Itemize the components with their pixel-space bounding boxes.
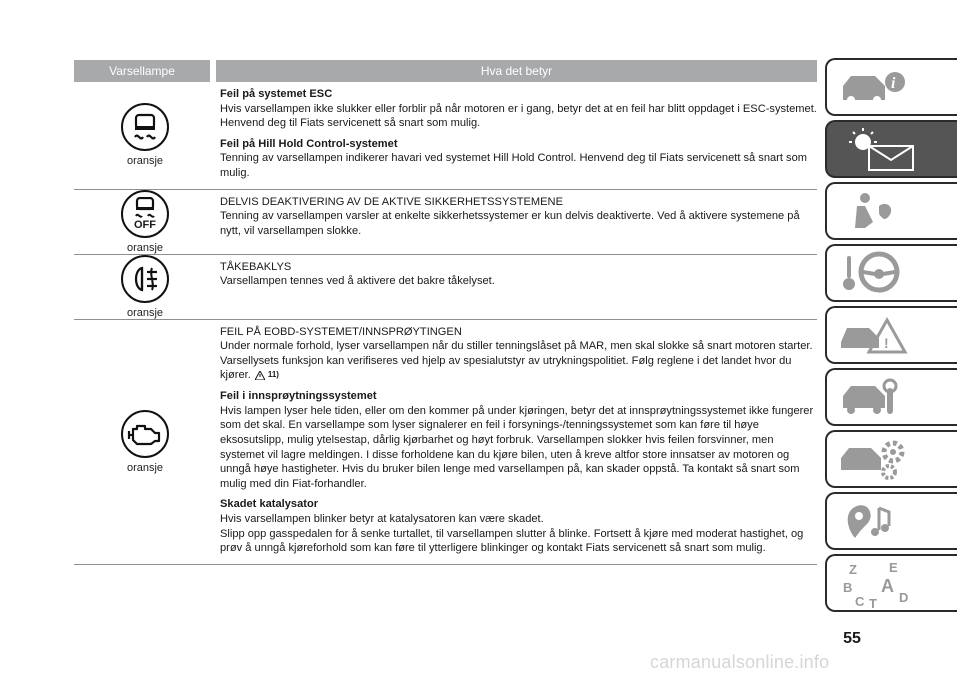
svg-text:C: C <box>855 594 865 609</box>
meaning-cell <box>216 320 817 564</box>
chapter-tab-9[interactable] <box>825 554 957 612</box>
meaning-block <box>220 497 817 555</box>
svg-text:T: T <box>869 596 877 610</box>
block-paragraph: Hvis lampen lyser hele tiden, eller om den kommer på under kjøringen, betyr det at innsprøytningssystemet ikke fungerer som det skal. En varsellampe som lyser signalerer en feil i forsynings-/tenningssystemet som kan føre til høye eksosutslipp, mulig ytelsestap, dårlig kjørbarhet og høyt forbruk. Varsellampen slokker hvis feilen forsvinner, men systemet vil lagre meldingen. I disse forholdene kan du kjøre bilen, uten å kreve altfor store innsatser av motoren og unngå høye hastigheter. Hvis du bruker bilen lenge med varsellampen på, kan skader oppstå. Ta kontakt så snart som mulig med din Fiat-forhandler. <box>220 404 814 490</box>
svg-text:E: E <box>889 560 898 575</box>
block-paragraph: Hvis varsellampen ikke slukker eller forblir på når motoren er i gang, betyr det at en feil har blitt oppdaget i ESC-systemet. Henvend deg til Fiats servicenett så snart som mulig. <box>220 102 817 130</box>
svg-text:Z: Z <box>849 562 857 577</box>
page-number: 55 <box>843 630 861 647</box>
table-row <box>74 255 817 320</box>
off-label: OFF <box>134 218 156 231</box>
table-header <box>74 60 817 82</box>
block-paragraph: TÅKEBAKLYS <box>220 260 292 273</box>
table-row <box>74 190 817 255</box>
block-heading: Skadet katalysator <box>220 498 319 511</box>
block-paragraph: Tenning av varsellampen indikerer havari ved systemet Hill Hold Control. Henvend deg til Fiats servicenett så snart som mulig. <box>220 152 807 179</box>
warning-light-cell <box>74 190 216 254</box>
table-row <box>74 320 817 565</box>
meaning-block <box>220 389 817 491</box>
block-paragraph: Tenning av varsellampen varsler at enkelte sikkerhetssystemer er kun delvis deaktiverte. Ved å aktivere systemene på nytt, vil varsellampen slokke. <box>220 210 800 237</box>
header-warning-light: Varsellampe <box>74 60 216 82</box>
svg-text:i: i <box>891 75 896 92</box>
table-row <box>74 82 817 190</box>
chapter-tab-4[interactable] <box>825 244 957 302</box>
block-heading: Feil på systemet ESC <box>220 88 333 100</box>
block-paragraph: Slipp opp gasspedalen for å senke turtallet, til varsellampen slutter å blinke. Fortsett å kjøre med moderat hastighet, og prøv å unngå kjøreforhold som kan føre til ytterligere blinkinger og kontakt Fiats servicenett så snart som mulig. <box>220 527 804 555</box>
esc-off-icon <box>121 190 169 238</box>
reference-number: 11) <box>267 370 279 380</box>
warning-light-cell <box>74 82 216 189</box>
color-caption: oransje <box>126 155 164 168</box>
esc-skid-icon <box>121 103 169 151</box>
meaning-cell <box>216 82 817 189</box>
color-caption: oransje <box>126 241 164 254</box>
block-paragraph: Varsellampen tennes ved å aktivere det bakre tåkelyset. <box>220 275 495 288</box>
svg-text:A: A <box>881 576 894 596</box>
meaning-cell <box>216 190 817 254</box>
meaning-block <box>220 325 817 384</box>
chapter-tab-6[interactable] <box>825 368 957 426</box>
block-heading: Feil i innsprøytningssystemet <box>220 390 377 403</box>
svg-text:!: ! <box>884 335 889 351</box>
engine-check-icon <box>121 410 169 458</box>
table-body <box>74 82 817 565</box>
block-heading: Feil på Hill Hold Control-systemet <box>220 137 398 150</box>
chapter-tab-8[interactable] <box>825 492 957 550</box>
meaning-cell <box>216 255 817 319</box>
chapter-tab-3[interactable] <box>825 182 957 240</box>
meaning-block <box>220 260 817 289</box>
meaning-block <box>220 87 817 131</box>
color-caption: oransje <box>126 461 164 474</box>
svg-text:D: D <box>899 590 909 605</box>
color-caption: oransje <box>126 306 164 319</box>
block-paragraph: Hvis varsellampen blinker betyr at katalysatoren kan være skadet. <box>220 512 544 525</box>
chapter-tab-2[interactable] <box>825 120 957 178</box>
meaning-block <box>220 195 817 239</box>
warning-reference <box>255 368 279 383</box>
warning-triangle-icon <box>255 371 265 380</box>
warning-lights-table <box>74 60 817 565</box>
watermark: carmanualsonline.info <box>650 652 830 672</box>
rear-fog-light-icon <box>121 255 169 303</box>
warning-light-cell <box>74 320 216 564</box>
block-paragraph: Under normale forhold, lyser varsellampen når du stiller tenningslåset på MAR, men skal slokke så snart motoren starter. Varsellysets funksjon kan verifiseres ved hjelp av spesialutstyr av utrykningspolitiet. Følg reglene i det landet hvor du kjører. 11) <box>220 340 813 382</box>
block-paragraph: DELVIS DEAKTIVERING AV DE AKTIVE SIKKERHETSSYSTEMENE <box>220 195 563 208</box>
meaning-block <box>220 137 817 181</box>
header-meaning: Hva det betyr <box>480 64 553 78</box>
svg-text:B: B <box>843 580 853 595</box>
warning-light-cell <box>74 255 216 319</box>
chapter-tab-1[interactable] <box>825 58 957 116</box>
chapter-tab-7[interactable] <box>825 430 957 488</box>
chapter-tab-5[interactable] <box>825 306 957 364</box>
block-paragraph: FEIL PÅ EOBD-SYSTEMET/INNSPRØYTINGEN <box>220 325 462 338</box>
